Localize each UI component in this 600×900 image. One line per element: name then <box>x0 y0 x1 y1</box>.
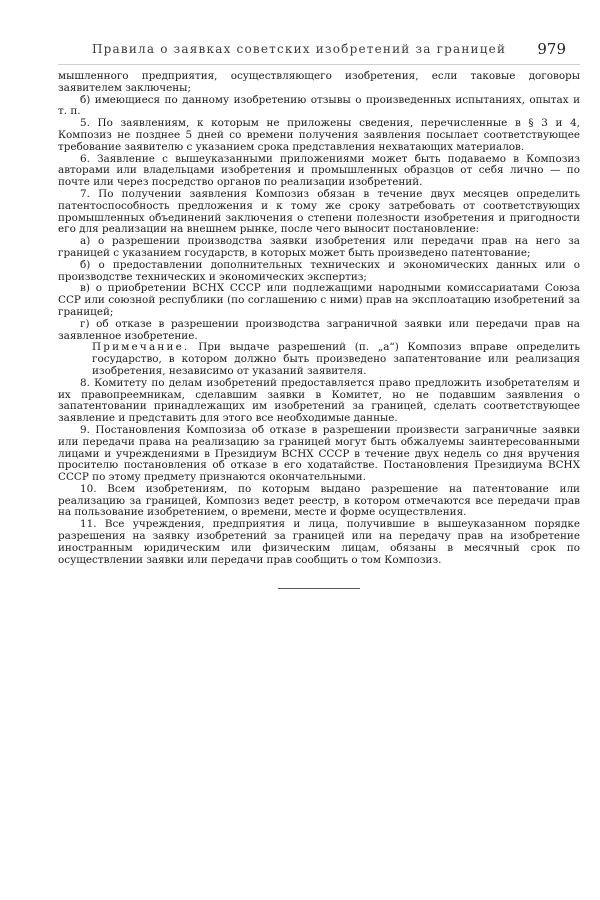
note-paragraph <box>58 342 580 377</box>
note-text: При выдаче разрешений (п. „а“) Композиз вправе определить государство, в котором должно быть произведено запатентование или реализация изобретения, независимо от указаний заявителя. <box>92 341 581 377</box>
paragraph-section-8: 8. Комитету по делам изобретений предоставляется право предложить изобретателям и их правопреемникам, сделавшим заявки в Комитет, но не подавшим заявления о запатентовании принадлежащих им изобретений за границей, сделать соответствующее заявление и представить для этого все необходимые данные. <box>58 376 580 425</box>
paragraph-section-5: 5. По заявлениям, к которым не приложены сведения, перечисленные в § 3 и 4, Композиз не позднее 5 дней со времени получения заявления посылает соответствующее требование заявителю с указанием срока представления нехватающих материалов. <box>58 117 580 153</box>
paragraph-item-b-reviews: б) имеющиеся по данному изобретению отзывы о произведенных испытаниях, опытах и т. п. <box>58 93 580 118</box>
paragraph-section-6: 6. Заявление с вышеуказанными приложениями может быть подаваемо в Композиз авторами или владельцами изобретения и промышленных образцов от себя лично — по почте или через посредство органов по реализации изобретений. <box>58 152 580 189</box>
paragraph-section-11: 11. Все учреждения, предприятия и лица, получившие в вышеуказанном порядке разрешения на заявку изобретений за границей или на передачу прав на изобретение иностранным юридическим или физическим лицам, обязаны в месячный срок по осуществлении заявки или передачи прав сообщить о том Композиз. <box>58 518 580 566</box>
paragraph-item-v: в) о приобретении ВСНХ СССР или подлежащими народными комиссариатами Союза ССР или союзной республики (по соглашению с ними) прав на эксплоатацию изобретений за границей; <box>58 282 580 318</box>
paragraph-item-g: г) об отказе в разрешении производства заграничной заявки или передачи прав на заявленное изобретение. <box>58 317 580 342</box>
paragraph-item-b: б) о предоставлении дополнительных технических и экономических данных или о производстве технических и экономических экспертиз; <box>58 258 580 283</box>
running-title: Правила о заявках советских изобретений за границей <box>92 42 507 56</box>
paragraph-section-9: 9. Постановления Композиза об отказе в разрешении произвести заграничные заявки или передачи права на реализацию за границей могут быть обжалуемы заинтересованными лицами и учреждениями в Президиум ВСНХ СССР в течение двух недель со дня вручения просителю постановления об отказе в его ходатайстве. Постановления Президиума ВСНХ СССР по этому предмету признаются окончательными. <box>58 423 580 484</box>
end-rule <box>278 588 360 589</box>
document-page <box>58 30 580 589</box>
page-header <box>58 30 580 65</box>
paragraph-section-7: 7. По получении заявления Композиз обязан в течение двух месяцев определить патентоспособность предложения и к тому же сроку затребовать от соответствующих промышленных объединений заключения о степени полезности изобретения и пригодности его для реализации на внешнем рынке, после чего выносит постановление: <box>58 187 580 236</box>
page-number: 979 <box>537 40 566 58</box>
body-text <box>58 71 580 566</box>
paragraph-item-a: а) о разрешении производства заявки изобретения или передачи прав на него за границей с указанием государств, в которых может быть произведено патентование; <box>58 235 580 259</box>
paragraph-section-10: 10. Всем изобретениям, по которым выдано разрешение на патентование или реализацию за границей, Композиз ведет реестр, в котором отмечаются все передачи прав на пользование изобретением, о времени, месте и форме осуществления. <box>58 482 580 519</box>
paragraph-continuation: мышленного предприятия, осуществляющего изобретения, если таковые договоры заявителем заключены; <box>58 70 580 94</box>
note-label: Примечание. <box>92 341 190 354</box>
